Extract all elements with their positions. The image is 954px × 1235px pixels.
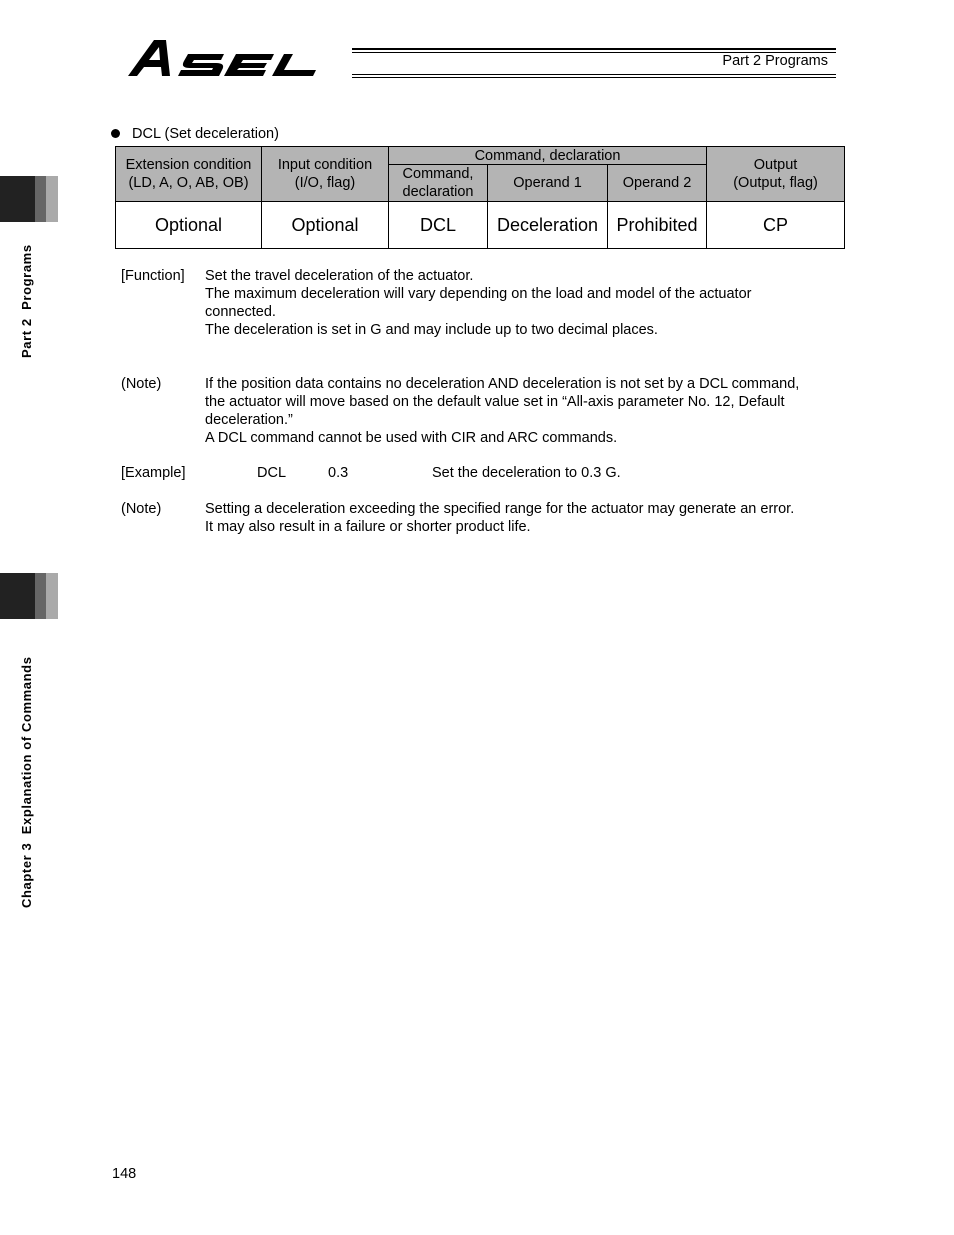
function-text [205,267,751,339]
header-command-declaration: Command, declaration [389,165,488,202]
bullet-icon [111,129,120,138]
value-output: CP [707,202,845,249]
example-operand: 0.3 [328,465,349,481]
side-label-chapter: Chapter 3 Explanation of Commands [19,656,34,908]
section-title: DCL (Set deceleration) [132,126,279,142]
note-text [205,375,799,447]
note-line: If the position data contains no deceleration AND deceleration is not set by a DCL command, [205,376,800,392]
value-operand-2: Prohibited [608,202,707,249]
header-operand-2: Operand 2 [608,165,707,202]
header-rule-bottom2 [352,77,836,78]
header-operand-1: Operand 1 [488,165,608,202]
example-label: [Example] [121,465,186,481]
header-rule-bottom [352,74,836,75]
header-input-condition: Input condition (I/O, flag) [262,147,389,202]
asel-logo [124,36,354,80]
note-label-2: (Note) [121,501,162,517]
table-values-row [116,202,845,249]
side-label-part: Part 2 Programs [19,244,34,358]
value-extension-condition: Optional [116,202,262,249]
function-line: Set the travel deceleration of the actuator. [205,268,474,284]
note-line: deceleration.” [205,412,293,428]
function-line: The maximum deceleration will vary depending on the load and model of the actuator [205,286,752,302]
header-output: Output (Output, flag) [707,147,845,202]
header-part-label: Part 2 Programs [722,53,828,69]
table-header-row [116,147,845,165]
note-line: the actuator will move based on the default value set in “All-axis parameter No. 12, Default [205,394,785,410]
page-number: 148 [112,1166,137,1182]
note-text-2 [205,500,794,536]
example-description: Set the deceleration to 0.3 G. [432,465,621,481]
command-table [115,146,845,249]
header-extension-condition: Extension condition (LD, A, O, AB, OB) [116,147,262,202]
note-label: (Note) [121,376,162,392]
value-operand-1: Deceleration [488,202,608,249]
example-command: DCL [257,465,287,481]
function-label: [Function] [121,268,185,284]
function-line: connected. [205,304,276,320]
note-line: A DCL command cannot be used with CIR and ARC commands. [205,430,618,446]
side-tab-upper [0,176,58,222]
note-line: It may also result in a failure or shorter product life. [205,519,531,535]
side-tab-lower [0,573,58,619]
function-line: The deceleration is set in G and may include up to two decimal places. [205,322,658,338]
header-rule-top [352,48,836,50]
value-input-condition: Optional [262,202,389,249]
header-command-group: Command, declaration [389,147,707,165]
value-command: DCL [389,202,488,249]
note-line: Setting a deceleration exceeding the specified range for the actuator may generate an error. [205,501,795,517]
